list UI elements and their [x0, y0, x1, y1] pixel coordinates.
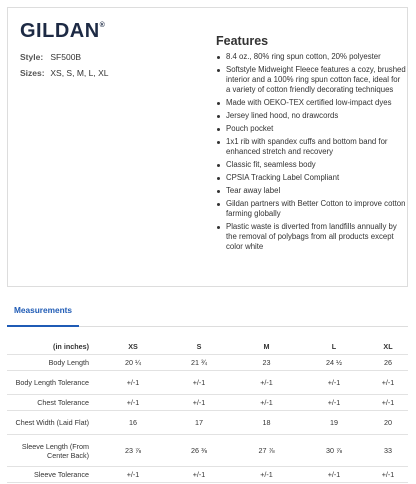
row-label: Body Length: [7, 355, 101, 371]
feature-item: 1x1 rib with spandex cuffs and bottom band for enhanced stretch and recovery: [210, 137, 406, 157]
spec-sizes-value: XS, S, M, L, XL: [50, 68, 109, 78]
table-cell: 16: [101, 411, 165, 435]
row-label: Chest Tolerance: [7, 395, 101, 411]
row-label: Sleeve Length (From Center Back): [7, 435, 101, 467]
row-label: Sleeve Tolerance: [7, 467, 101, 483]
table-cell: +/-1: [165, 371, 233, 395]
table-cell: +/-1: [368, 395, 408, 411]
table-cell: +/-1: [300, 467, 368, 483]
spec-style-label: Style:: [20, 52, 44, 62]
table-cell: 17: [165, 411, 233, 435]
table-cell: +/-1: [300, 371, 368, 395]
table-cell: +/-1: [368, 371, 408, 395]
spec-sizes-label: Sizes:: [20, 68, 45, 78]
table-row: [7, 411, 408, 435]
table-row: [7, 467, 408, 483]
tab-measurements[interactable]: Measurements: [13, 305, 73, 315]
table-cell: 33: [368, 435, 408, 467]
feature-item: 8.4 oz., 80% ring spun cotton, 20% polyester: [210, 52, 406, 62]
table-row: [7, 355, 408, 371]
table-cell: 20: [368, 411, 408, 435]
table-cell: 19: [300, 411, 368, 435]
table-cell: +/-1: [233, 467, 300, 483]
header-cell-unit: (in inches): [7, 338, 101, 355]
feature-item: Classic fit, seamless body: [210, 160, 406, 170]
table-cell: +/-1: [300, 395, 368, 411]
table-cell: 26: [368, 355, 408, 371]
feature-item: Pouch pocket: [210, 124, 406, 134]
table-cell: +/-1: [101, 371, 165, 395]
product-info-card: [7, 7, 408, 287]
logo-registered-mark: ®: [99, 22, 106, 29]
table-cell: 30 ⅞: [300, 435, 368, 467]
spec-sizes: [20, 68, 108, 78]
table-cell: +/-1: [233, 395, 300, 411]
tab-active-indicator: [7, 325, 79, 327]
feature-item: Jersey lined hood, no drawcords: [210, 111, 406, 121]
header-cell-s: S: [165, 338, 233, 355]
table-row: [7, 395, 408, 411]
table-cell: +/-1: [101, 467, 165, 483]
table-cell: +/-1: [233, 371, 300, 395]
table-row: [7, 371, 408, 395]
features-list: [210, 52, 406, 255]
gildan-logo: [20, 20, 105, 43]
feature-item: Gildan partners with Better Cotton to improve cotton farming globally: [210, 199, 406, 219]
table-cell: 21 ¾: [165, 355, 233, 371]
feature-item: CPSIA Tracking Label Compliant: [210, 173, 406, 183]
table-row: [7, 435, 408, 467]
table-cell: +/-1: [165, 467, 233, 483]
table-cell: 23: [233, 355, 300, 371]
measurements-table: [7, 338, 408, 483]
header-cell-m: M: [233, 338, 300, 355]
row-label: Chest Width (Laid Flat): [7, 411, 101, 435]
row-label: Body Length Tolerance: [7, 371, 101, 395]
table-cell: 26 ⅜: [165, 435, 233, 467]
table-cell: 20 ¼: [101, 355, 165, 371]
spec-style: [20, 52, 81, 62]
logo-text: GILDAN: [20, 20, 100, 42]
feature-item: Plastic waste is diverted from landfills annually by the removal of polybags from all products except color white: [210, 222, 406, 252]
feature-item: Made with OEKO-TEX certified low-impact dyes: [210, 98, 406, 108]
table-cell: 23 ⅞: [101, 435, 165, 467]
table-cell: +/-1: [368, 467, 408, 483]
table-cell: +/-1: [101, 395, 165, 411]
table-cell: 18: [233, 411, 300, 435]
feature-item: Softstyle Midweight Fleece features a cozy, brushed interior and a 100% ring spun cotton face, ideal for a variety of cotton friendly decorating techniques: [210, 65, 406, 95]
spec-style-value: SF500B: [50, 52, 82, 62]
table-cell: 27 ⅞: [233, 435, 300, 467]
header-cell-l: L: [300, 338, 368, 355]
header-cell-xl: XL: [368, 338, 408, 355]
table-header-row: [7, 338, 408, 355]
feature-item: Tear away label: [210, 186, 406, 196]
features-title: Features: [216, 34, 269, 48]
header-cell-xs: XS: [101, 338, 165, 355]
table-cell: 24 ½: [300, 355, 368, 371]
table-cell: +/-1: [165, 395, 233, 411]
